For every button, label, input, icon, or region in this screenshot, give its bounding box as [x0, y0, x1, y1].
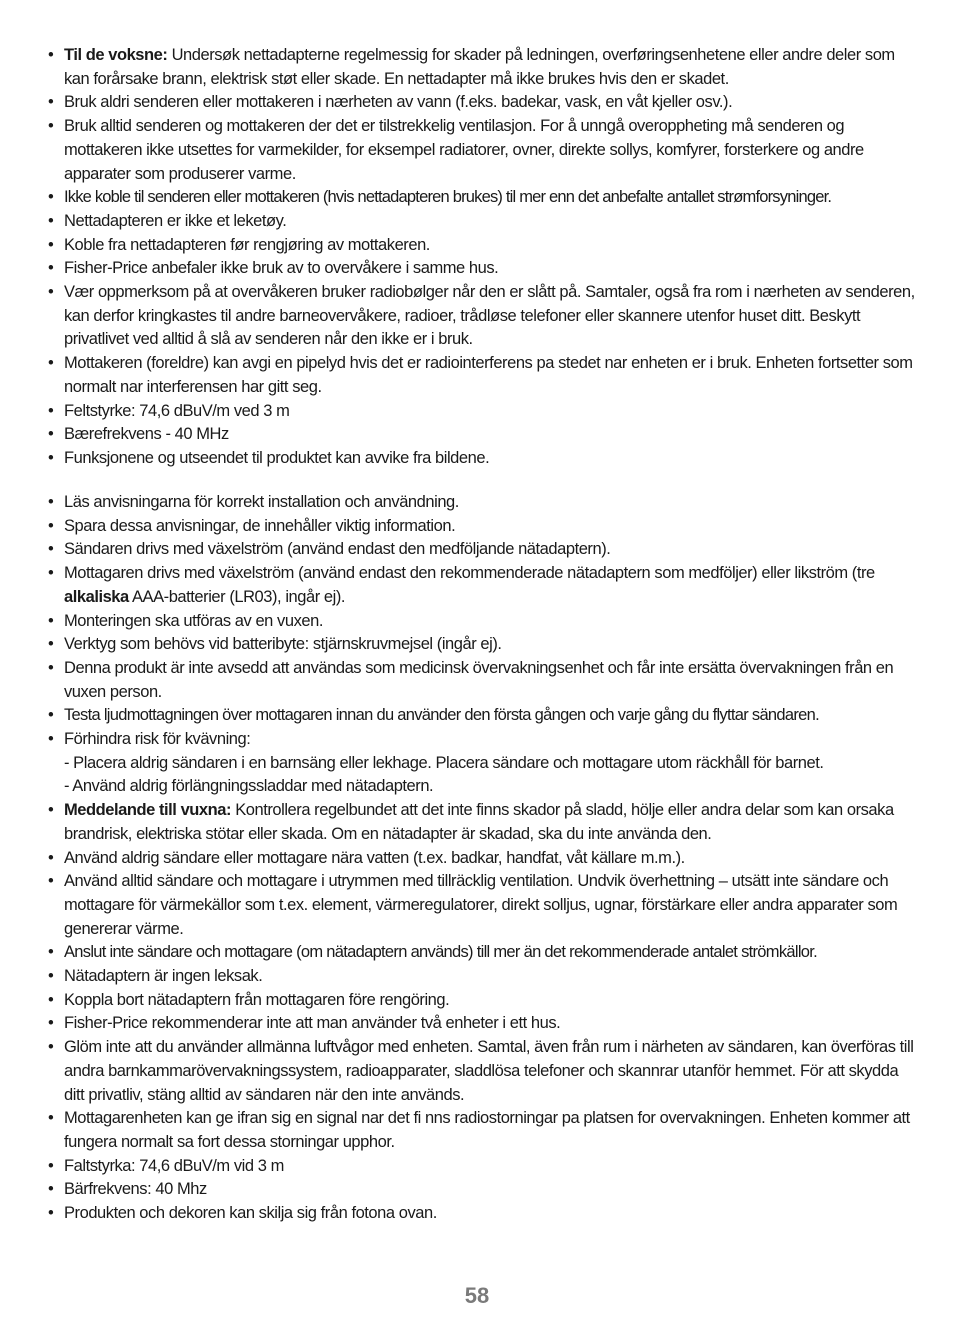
item-text: Glöm inte att du använder allmänna luftvågor med enheten. Samtal, även från rum i närheten av sändaren, kan överföras till andra barnkammarövervakningssystem, radioapparater, sladdlösa telefoner och skannrar utanför hemmet. För att skydda ditt privatliv, stäng alltid av sändaren när den inte används.: [64, 1038, 914, 1104]
list-item: [48, 1155, 918, 1179]
list-item: [48, 400, 918, 424]
list-item: [48, 870, 918, 941]
item-text: Bärfrekvens: 40 Mhz: [64, 1180, 207, 1199]
swedish-safety-list: [48, 491, 918, 1226]
item-text: Sändaren drivs med växelström (använd endast den medföljande nätadaptern).: [64, 540, 611, 559]
item-text: Undersøk nettadapterne regelmessig for skader på ledningen, overføringsenhetene eller andre deler som kan forårsake brann, elektrisk støt eller skade. En nettadapter må ikke brukes hvis den er skadet.: [64, 46, 895, 88]
list-item: [48, 281, 918, 352]
list-item: [48, 562, 918, 609]
item-text: Spara dessa anvisningar, de innehåller viktig information.: [64, 516, 456, 535]
list-item: [48, 633, 918, 657]
list-item: [48, 44, 918, 91]
list-item: [48, 257, 918, 281]
item-text: Bruk aldri senderen eller mottakeren i nærheten av vann (f.eks. badekar, vask, en våt kjeller osv.).: [64, 93, 733, 112]
list-item: [48, 989, 918, 1013]
item-text: Bærefrekvens - 40 MHz: [64, 425, 229, 444]
item-text: Verktyg som behövs vid batteribyte: stjärnskruvmejsel (ingår ej).: [64, 635, 502, 654]
page-number: 58: [464, 1283, 490, 1308]
list-item: [48, 210, 918, 234]
norwegian-safety-list: [48, 44, 918, 471]
item-text: Fisher-Price anbefaler ikke bruk av to overvåkere i samme hus.: [64, 259, 499, 278]
item-text: Kontrollera regelbundet att det inte finns skador på sladd, hölje eller andra delar som kan orsaka brandrisk, elektriska stötar eller skada. Om en nätadapter är skadad, ska du inte använda den.: [64, 801, 894, 843]
item-text: Koppla bort nätadaptern från mottagaren före rengöring.: [64, 990, 450, 1009]
list-item: [48, 491, 918, 515]
item-text: Förhindra risk för kvävning:: [64, 730, 251, 749]
list-item: [48, 91, 918, 115]
list-item: [48, 1107, 918, 1154]
item-text: Produkten och dekoren kan skilja sig från fotona ovan.: [64, 1204, 437, 1223]
item-text: Feltstyrke: 74,6 dBuV/m ved 3 m: [64, 401, 290, 420]
list-item: [48, 115, 918, 186]
item-text: AAA-batterier (LR03), ingår ej).: [128, 587, 346, 606]
list-item: [48, 186, 918, 210]
lead-label: Til de voksne:: [64, 46, 168, 64]
item-text: Bruk alltid senderen og mottakeren der det er tilstrekkelig ventilasjon. For å unngå overoppheting må senderen og mottakeren ikke utsettes for varmekilder, for eksempel radiatorer, ovner, direkte sollys, komfyrer, forsterkere og andre apparater som produserer varme.: [64, 117, 864, 183]
list-item: [48, 657, 918, 704]
sub-item: - Använd aldrig förlängningssladdar med nätadaptern.: [64, 777, 434, 796]
list-item: [48, 1202, 918, 1226]
item-text: Mottagaren drivs med växelström (använd endast den rekommenderade nätadaptern som medföljer) eller likström (tre: [64, 564, 875, 583]
list-item: [48, 1178, 918, 1202]
list-item: [48, 538, 918, 562]
item-text: Nettadapteren er ikke et leketøy.: [64, 211, 287, 230]
item-text: Koble fra nettadapteren før rengjøring av mottakeren.: [64, 235, 430, 254]
item-text: Vær oppmerksom på at overvåkeren bruker radiobølger når den er slått på. Samtaler, også fra rom i nærheten av senderen, kan derfor kringkastes til andre barneovervåkere, radioer, trådløse telefoner eller skannere utenfor huset ditt. Beskytt privatlivet ved alltid å slå av senderen når den ikke er i bruk.: [64, 283, 915, 349]
item-text: Använd alltid sändare och mottagare i utrymmen med tillräcklig ventilation. Undvik överhettning – utsätt inte sändare och mottagare för värmekällor som t.ex. element, värmeregulatorer, direkt solljus, ugnar, förstärkare eller andra apparater som genererar värme.: [64, 872, 898, 938]
lead-label: Meddelande till vuxna:: [64, 801, 232, 820]
item-text: Anslut inte sändare och mottagare (om nätadaptern används) till mer än det rekommenderade antalet strömkällor.: [64, 943, 818, 962]
list-item: [48, 728, 918, 799]
item-text: Funksjonene og utseendet til produktet kan avvike fra bildene.: [64, 448, 490, 467]
item-text: Fisher-Price rekommenderar inte att man använder två enheter i ett hus.: [64, 1014, 561, 1033]
item-text: Testa ljudmottagningen över mottagaren innan du använder den första gången och varje gång du flyttar sändaren.: [64, 706, 819, 725]
item-text: Denna produkt är inte avsedd att användas som medicinsk övervakningsenhet och får inte ersätta övervakningen från en vuxen person.: [64, 658, 894, 701]
list-item: [48, 610, 918, 634]
item-text: Använd aldrig sändare eller mottagare nära vatten (t.ex. badkar, handfat, våt källare m.m.).: [64, 848, 685, 867]
list-item: [48, 847, 918, 871]
list-item: [48, 1036, 918, 1107]
item-text: Läs anvisningarna för korrekt installation och användning.: [64, 493, 459, 511]
list-item: [48, 352, 918, 399]
list-item: [48, 1012, 918, 1036]
list-item: [48, 965, 918, 989]
bold-word: alkaliska: [64, 587, 129, 606]
item-text: Nätadaptern är ingen leksak.: [64, 967, 263, 986]
item-text: Monteringen ska utföras av en vuxen.: [64, 611, 323, 630]
list-item: [48, 704, 918, 728]
list-item: [48, 423, 918, 447]
list-item: [48, 234, 918, 258]
item-text: Mottagarenheten kan ge ifran sig en signal nar det fi nns radiostorningar pa platsen for overvakningen. Enheten kommer att fungera normalt sa fort dessa storningar upphor.: [64, 1109, 910, 1151]
list-item: [48, 941, 918, 965]
sub-item: - Placera aldrig sändaren i en barnsäng eller lekhage. Placera sändare och mottagare utom räckhåll för barnet.: [64, 753, 824, 772]
list-item: [48, 515, 918, 539]
item-text: Ikke koble til senderen eller mottakeren (hvis nettadapteren brukes) til mer enn det anbefalte antallet strømforsyninger.: [64, 188, 832, 207]
item-text: Faltstyrka: 74,6 dBuV/m vid 3 m: [64, 1156, 284, 1175]
item-text: Mottakeren (foreldre) kan avgi en pipelyd hvis det er radiointerferens pa stedet nar enheten er i bruk. Enheten fortsetter som normalt nar interferensen har gitt seg.: [64, 354, 913, 396]
list-item: [48, 447, 918, 471]
list-item: [48, 799, 918, 846]
